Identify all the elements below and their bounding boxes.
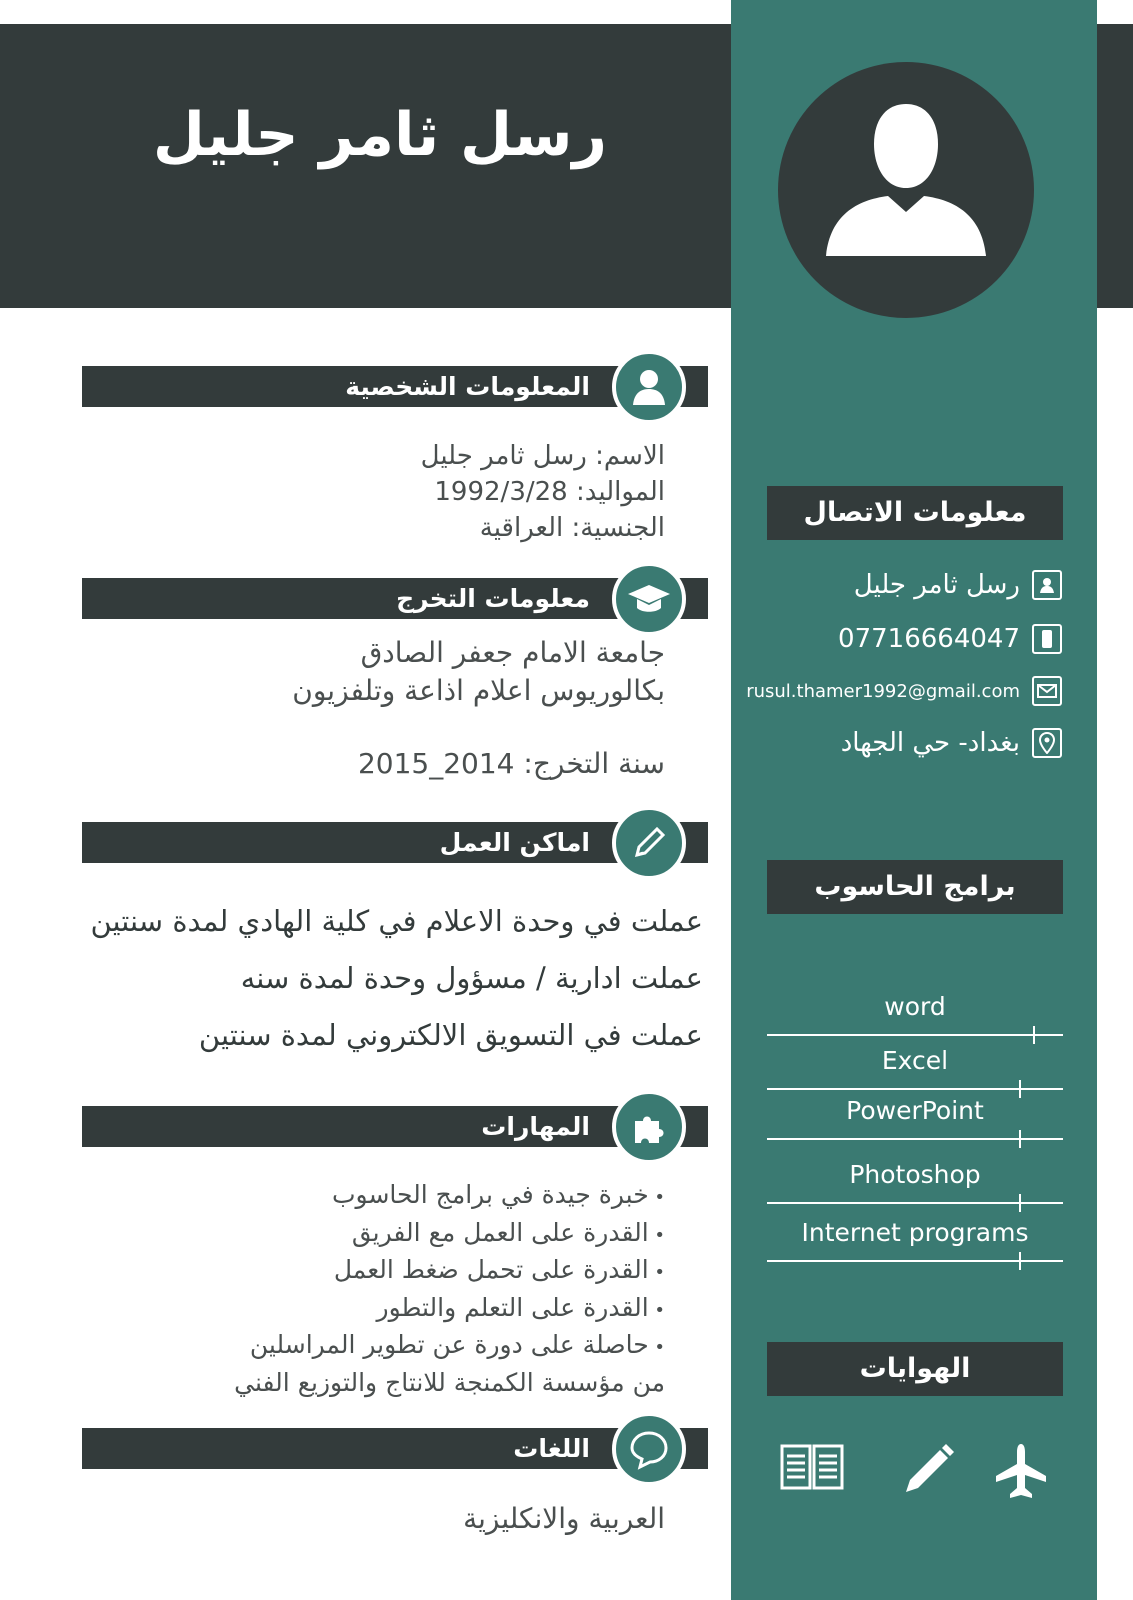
location-pin-icon (1032, 728, 1062, 758)
user-icon (612, 350, 686, 424)
section-title: اماكن العمل (439, 828, 590, 857)
contact-address-row (841, 726, 1062, 760)
list-item: • القدرة على العمل مع الفريق (234, 1216, 665, 1254)
contact-address: بغداد- حي الجهاد (840, 728, 1020, 758)
user-silhouette-icon (826, 100, 986, 260)
level-marker (1033, 1026, 1035, 1044)
software-label: Internet programs (801, 1218, 1029, 1247)
personal-info (421, 438, 665, 546)
graduation-info (292, 634, 665, 710)
contact-email-row (746, 674, 1062, 708)
work-item: عملت في التسويق الالكتروني لمدة سنتين (198, 1018, 703, 1052)
software-label: word (884, 992, 946, 1021)
software-label: Photoshop (849, 1160, 981, 1189)
languages-value: العربية والانكليزية (463, 1502, 665, 1535)
personal-birth: المواليد: 1992/3/28 (434, 477, 665, 507)
list-item: • حاصلة على دورة عن تطوير المراسلين (234, 1328, 665, 1366)
book-icon (780, 1442, 844, 1496)
contact-phone-row (838, 622, 1062, 656)
level-marker (1019, 1194, 1021, 1212)
contact-phone[interactable]: 07716664047 (838, 624, 1020, 654)
pencil-icon (902, 1442, 956, 1500)
puzzle-icon (612, 1090, 686, 1164)
envelope-icon (1032, 676, 1062, 706)
work-item: عملت في وحدة الاعلام في كلية الهادي لمدة سنتين (90, 904, 703, 938)
graduation-cap-icon (612, 562, 686, 636)
personal-name: الاسم: رسل ثامر جليل (420, 441, 665, 471)
pencil-icon (612, 806, 686, 880)
airplane-icon (994, 1442, 1048, 1504)
section-title: اللغات (513, 1434, 590, 1463)
graduation-year: سنة التخرج: 2014_2015 (357, 747, 665, 780)
phone-icon (1032, 624, 1062, 654)
page-title: رسل ثامر جليل (152, 100, 608, 170)
software-title: برامج الحاسوب (767, 860, 1063, 914)
user-icon (1032, 570, 1062, 600)
section-title: معلومات التخرج (396, 584, 590, 613)
section-languages (82, 1428, 708, 1469)
work-item: عملت ادارية / مسؤول وحدة لمدة سنه (240, 961, 703, 995)
software-level-bar (767, 1138, 1063, 1140)
university: جامعة الامام جعفر الصادق (360, 636, 665, 669)
section-personal (82, 366, 708, 407)
hobbies-title: الهوايات (767, 1342, 1063, 1396)
software-level-bar (767, 1202, 1063, 1204)
avatar (778, 62, 1034, 318)
software-label: PowerPoint (846, 1096, 984, 1125)
level-marker (1019, 1252, 1021, 1270)
list-item: من مؤسسة الكمنجة للانتاج والتوزيع الفني (234, 1367, 665, 1397)
contact-name-row (854, 568, 1062, 602)
contact-name: رسل ثامر جليل (853, 570, 1020, 600)
section-work (82, 822, 708, 863)
contact-email[interactable]: rusul.thamer1992@gmail.com (746, 680, 1020, 702)
personal-nationality: الجنسية: العراقية (479, 513, 665, 543)
section-skills (82, 1106, 708, 1147)
contact-title: معلومات الاتصال (767, 486, 1063, 540)
section-title: المهارات (481, 1112, 590, 1141)
degree: بكالوريوس اعلام اذاعة وتلفزيون (292, 674, 665, 707)
software-label: Excel (881, 1046, 949, 1075)
level-marker (1019, 1130, 1021, 1148)
software-level-bar (767, 1088, 1063, 1090)
list-item: • خبرة جيدة في برامج الحاسوب (234, 1178, 665, 1216)
software-level-bar (767, 1260, 1063, 1262)
software-level-bar (767, 1034, 1063, 1036)
section-graduation (82, 578, 708, 619)
section-title: المعلومات الشخصية (345, 372, 590, 401)
speech-bubble-icon (612, 1412, 686, 1486)
skills-list (234, 1178, 665, 1400)
list-item: • القدرة على تحمل ضغط العمل (234, 1253, 665, 1291)
list-item: • القدرة على التعلم والتطور (234, 1291, 665, 1329)
